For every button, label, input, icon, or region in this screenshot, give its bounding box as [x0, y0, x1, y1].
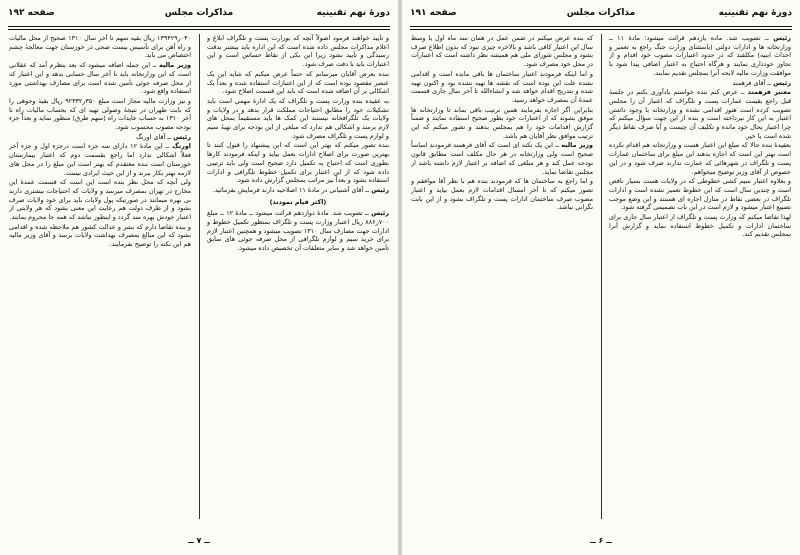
- speaker-name: معتبر فرهمند: [744, 88, 791, 97]
- speech-paragraph: [207, 209, 389, 253]
- journal-title: دورهٔ نهم تقنینیه: [718, 8, 792, 18]
- vote-note: (اکثر قیام نمودند): [269, 197, 327, 206]
- speech-paragraph: [609, 34, 791, 78]
- body-paragraph: و بنده تقاضا دارم که بشر و عدالت کشور هم ملاحظه شده و اقدامی بشود که این مبالغ بمصرف بهداشت ولایات برسد و آقای وزیر مالیه هم این نکته را توضیح بفرمایند.: [9, 222, 191, 249]
- speaker-name: وزیر مالیه: [156, 61, 191, 70]
- speaker-name: رئیس: [369, 185, 389, 194]
- section-title: مذاکرات مجلس: [566, 8, 636, 18]
- speech-paragraph: [609, 79, 791, 88]
- speech-paragraph: [9, 133, 191, 142]
- speaker-name: اورنگ: [169, 142, 191, 151]
- speaker-name: رئیس: [171, 132, 191, 141]
- body-paragraph: بنابراین اگر اجازه بفرمایند همین ترتیب باقی بماند تا وزارتخانه ها موفق بشوند که از اعتبارات خود بطور صحیح استفاده نمایند و ضمناً گزارش اقدامات خود را هم بمجلس بدهند و تصور میکنم که این ترتیب موافق نظر آقایان هم باشد.: [411, 105, 593, 140]
- speech-paragraph: [9, 61, 191, 96]
- speech-text: ــ آقای آشتیانی در مادهٔ ۱۱ اصلاحیه دارند فرمایش بفرمائید.: [212, 185, 370, 194]
- speech-paragraph: [207, 186, 389, 195]
- right-page: [402, 0, 800, 555]
- header-rule: [410, 26, 792, 27]
- body-paragraph: و تأیید خواهند فرمود اصولاً آنچه که بوزارت پست و تلگراف ابلاغ و اعلام مذاکرات مجلس داده شده است که این اداره باید بیشتر بدقت رسیدگی و تأیید بشود زیرا این یکی از نقاط حساس است و این اعتبارات باید با دقت صرف شود.: [207, 34, 389, 69]
- body-paragraph: به عقیده بنده وزارت پست و تلگراف که یک ادارهٔ مهمی است باید تشکیلات خود را مطابق احتیاجات مملکت قرار بدهد و در ولایات و ولایات یک تلگرافخانه نیستند این کمک ها باید مستقیماً بمحل های لازم برسد و اشکالی هم ندارد که مبلغی از این بودجه برای تهیهٔ سیم و لوازم پست و تلگراف مصرف شود.: [207, 96, 389, 140]
- journal-title: دورهٔ نهم تقنینیه: [316, 8, 390, 18]
- speaker-name: وزیر مالیه: [558, 141, 593, 150]
- page-number: ــ ۶ ــ: [590, 536, 612, 545]
- body-paragraph: لهذا تقاضا میکنم که وزارت پست و تلگراف از اعتبار سال جاری برای ساختمان ادارات و تکمیل خطوط استفاده نماید و گزارش آنرا بمجلس تقدیم کند.: [609, 213, 791, 239]
- column-divider: [601, 34, 602, 519]
- body-paragraph: بنده تصور میکنم که بهتر این است که این پیشنهاد را قبول کنند تا بهترین صورت برای اصلاح ادارات بعمل بیاید و اینکه فرمودند کارها بطوری است که احتیاج به تکمیل دارد صحیح است ولی باید ترتیبی داده شود که از این اعتبار برای تکمیل خطوط تلگرافی و ادارات استفاده بشود و بعداً نیز مراتب بمجلس گزارش داده شود.: [207, 141, 389, 185]
- header-rule: [410, 29, 792, 30]
- speech-text: ــ این مادهٔ ۱۲ دارای سه جزء است درجزء اول و جزء آخر فعلاً اشکالی ندارد اما راجع بقسمت دوم که اعتبار بیمارستان خوزستان است بنده معتقدم که بهتر است این مبلغ را در محل های لازمه بهتر بکار ببرند و از این حیث ایرادی نیست.: [9, 142, 191, 177]
- text-column-left: [9, 34, 191, 519]
- body-paragraph: بعقیدهٔ بنده حالا که مبلغ این اعتبار هست و وزارتخانه هم اقدام نکرده است بهتر این است که اجازه بدهند این مبلغ برای ساختمان عمارات پست و تلگراف در شهرهائی که عمارت ندارند صرف شود و در این خصوص از آقای وزیر توضیح میخواهم.: [609, 141, 791, 176]
- body-paragraph: و بعلاوه اعتبار سیم کشی خطوطی که در ولایات هست بسیار ناقص است و چندین سال است که این خطوط تعمیر نشده است و ادارات تلگراف در بعضی نقاط در منازل اجاره ای هستند و این وضع موجب تضییع اعتبار میشود و لازم است در این باب تصمیمی گرفته شود.: [609, 177, 791, 212]
- body-paragraph: ولی آنچه که محل نظر بنده است این است که قسمت عمدهٔ این مخارج در تهران بمصرف میرسد و ولایات که احتیاجات بیشتری دارند بی بهره میمانند در صورتیکه پول ولایات باید برای خود ولایات صرف بشود و از طرف دولت هم رعایت این معنی بشود که هر ولایتی از اعتبار خودش بهره مند گردد و اینطور نباشد که همه جا محروم بمانند.: [9, 178, 191, 222]
- page-header: [8, 8, 390, 24]
- speech-text: ــ عرض کنم بنده خواستم یادآوری بکنم در جلسهٔ قبل راجع بقیمت عمارات پست و تلگراف که اعتبار آن را مجلس تصویب کرده است هنوز اقدامی نشده و وزارتخانه با وجود داشتن اعتبار به این کار نپرداخته است و بنده از این جهت سؤال میکنم که چرا اعتبار بحال خود مانده و تکلیف آن چیست و آیا صرف نقاط دیگر شده است یا خیر.: [609, 88, 791, 140]
- speaker-name: رئیس: [771, 78, 791, 87]
- header-rule: [8, 26, 390, 27]
- speech-paragraph: [9, 142, 191, 177]
- speech-text: ــ تصویب شد. مادهٔ دوازدهم قرائت میشود ــ مادهٔ ۱۲ ــ مبلغ ۷۰۰ر۸۸۶ ریال اعتبار وزارت پست و تلگراف بمنظور تکمیل خطوط و ادارات جهت مصارف سال ۱۳۱۰ تصویب میشود و همچنین اعتبار لازم برای خرید سیم و لوازم تلگرافی از محل صرفه جوئی های سابق تأمین خواهد شد و سایر متعلقات آن تخصیص داده میشود.: [207, 209, 389, 253]
- speech-text: ــ این یک نکته ای است که آقای فرهمند فرمودند اساساً صحیح است ولی وزارتخانه در هر حال مکلف است مطابق قانون بودجه عمل کند و هر مبلغی که اضافه بر اعتبار لازم داشته باشد از مجلس تقاضا نماید.: [411, 141, 593, 176]
- section-title: مذاکرات مجلس: [164, 8, 234, 18]
- speech-text: ــ تصویب شد. ماده یازدهم قرائت میشود: مادهٔ ۱۱ ــ وزارتخانه ها و ادارات دولتی (باستثنای وزارت جنگ راجع به تعمیر و احداث ابنیه) مکلفند که در حدود اعتبارات مصوب خود اقدام و از تجاوز خودداری نمایند و هرگاه احتیاج به اعتبار اضافی پیدا شود با موافقت وزارت مالیه لایحه آنرا بمجلس تقدیم نمایند.: [609, 34, 791, 77]
- text-column-left: [411, 34, 593, 519]
- page-number: ــ ۷ ــ: [188, 536, 210, 545]
- speech-text: ــ آقای اورنگ: [136, 132, 172, 141]
- speech-text: ــ این جمله اضافه میشود که بعد بنظرم آمد که عقلانی است که این وزارتخانه باید تا آخر سال حسابی بدهد و این اعتبار که از محل صرفه جوئی تأمین شده است برای مصارف بهداشتی مورد استفاده واقع شود.: [9, 61, 191, 96]
- speaker-name: رئیس: [768, 34, 791, 42]
- speech-paragraph: [609, 88, 791, 140]
- speech-text: ــ آقای فرهمند: [732, 78, 772, 87]
- body-paragraph: بنده بعرض آقایان میرسانم که حتماً عرض میکنم که شاید این یک عنصر مقصود بوده است که از این اعتبارات استفاده شده و بعداً یک اشکالی بر آن اضافه شده است که باید این قسمت اصلاح شود.: [207, 69, 389, 96]
- body-paragraph: و نیز وزارت مالیه مجاز است مبلغ ۳۵۰ر۹۲۳۳۲ ریال بقیهٔ وجوهی را که بابت طهران در نتیجهٔ وصولی تهیه ای که بحساب مالیات راه تا آخر ۱۳۱۰ به حساب عایدات راه (سهم طرق) منظور نماید و بعداً جزء بودجه مصوب محسوب شود.: [9, 96, 191, 132]
- speaker-name: رئیس: [368, 209, 389, 218]
- body-paragraph: ۰۴۰ر۱۳۹۴۲۹ ریال بقیه سهم تا آخر سال ۱۳۱۰ صحیح از محل مالیات و راه آهن برای تأسیس بیست صحی در خوزستان جهت معالجهٔ چشم اختصاص می یابد.: [9, 34, 191, 60]
- header-rule: [8, 29, 390, 30]
- left-page: [0, 0, 398, 555]
- page-header: [410, 8, 792, 24]
- body-paragraph: که بنده عرض میکنم در ضمن عمل در همان سه ماه اول یا وسط سال این اعتبار کافی باشد و بالاخره چیزی نبود که بدون اطلاع صرف بشود و مجلس شورای ملی هم همیشه نظر داشته است که اعتبارات در محل خود مصرف شود.: [411, 34, 593, 69]
- text-column-right: [207, 34, 389, 519]
- body-paragraph: و اما راجع به ساختمان ها که فرمودند بنده هم با نظر آقا موافقم و تصور میکنم که تا آخر امسال اقدامات لازم بعمل بیاید و اعتبار مصوب صرف ساختمان ادارات پست و تلگراف بشود و از این بابت نگرانی نباشد.: [411, 177, 593, 212]
- speech-paragraph: [411, 141, 593, 176]
- column-divider: [199, 34, 200, 519]
- page-label: صفحه ۱۹۱: [410, 8, 457, 18]
- text-column-right: [609, 34, 791, 519]
- page-label: صفحه ۱۹۲: [8, 8, 55, 18]
- body-paragraph: و اما اینکه فرمودند اعتبار ساختمان ها باقی مانده است و اقدامی نشده علت این بوده است که نقشه ها تهیه نشده بود و اکنون تهیه شده و بتدریج اقدام خواهد شد و انشاءالله تا آخر سال جاری قسمت عمدهٔ آن بمصرف خواهد رسید.: [411, 69, 593, 104]
